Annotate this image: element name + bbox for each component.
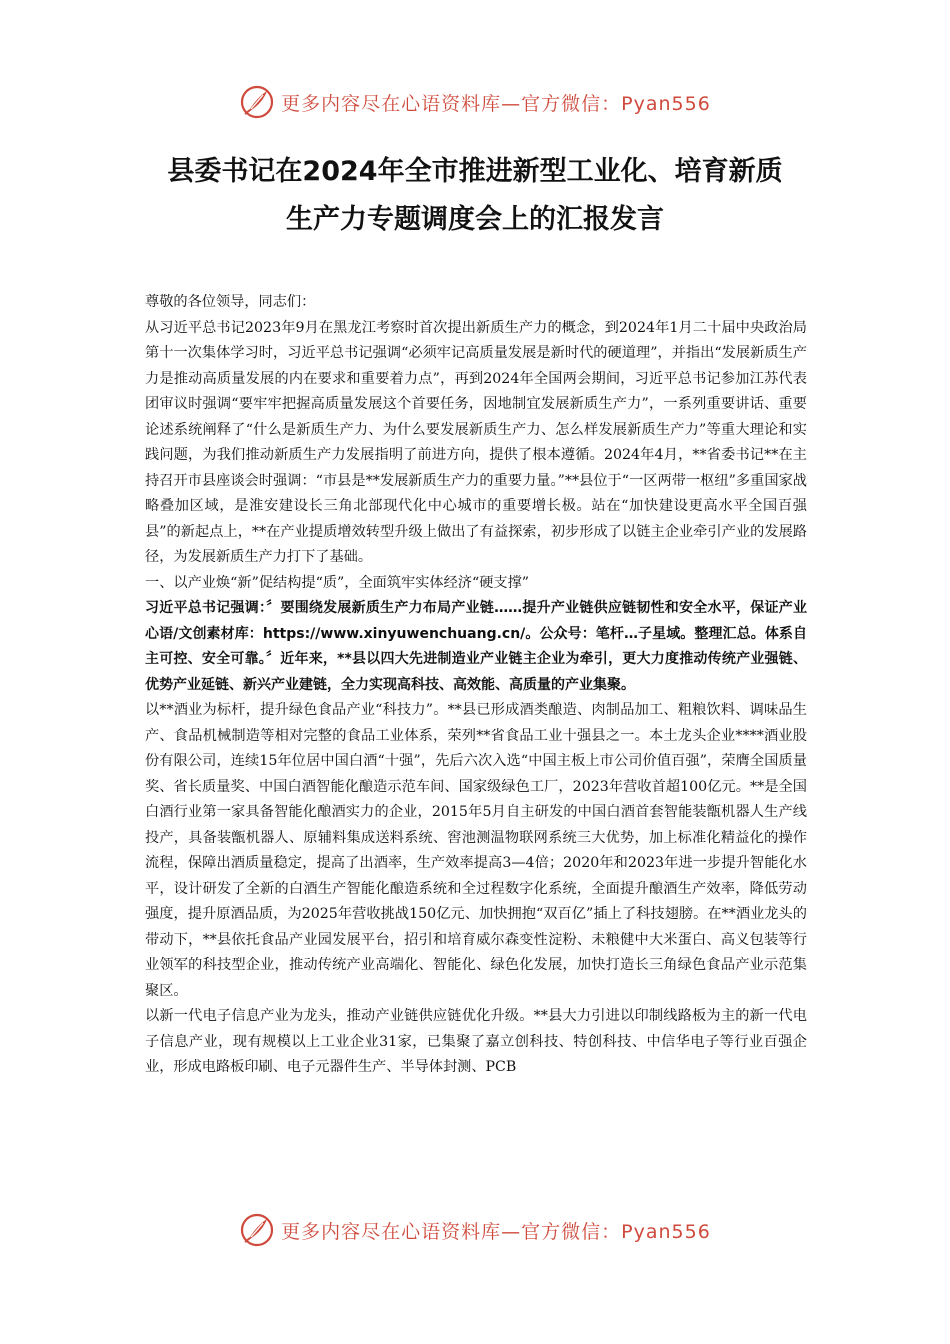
feather-pen-icon: [239, 84, 275, 120]
watermark-text: 更多内容尽在心语资料库—官方微信：Pyan556: [281, 92, 711, 115]
title-line-2: 生产力专题调度会上的汇报发言: [286, 204, 664, 235]
title-line-1: 县委书记在2024年全市推进新型工业化、培育新质: [167, 156, 783, 187]
paragraph: 从习近平总书记2023年9月在黑龙江考察时首次提出新质生产力的概念，到2024年1月二十届中央政治局第十一次集体学习时，习近平总书记强调“必须牢记高质量发展是新时代的硬道理”，并指出“发展新质生产力是推动高质量发展的内在要求和重要着力点”，再到2024年全国两会期间，习近平总书记参加江苏代表团审议时强调“要牢牢把握高质量发展这个首要任务，因地制宜发展新质生产力”，一系列重要讲话、重要论述系统阐释了“什么是新质生产力、为什么要发展新质生产力、怎么样发展新质生产力”等重大理论和实践问题，为我们推动新质生产力发展指明了前进方向，提供了根本遵循。2024年4月，**省委书记**在主持召开市县座谈会时强调：“市县是**发展新质生产力的重要力量。”**县位于“一区两带一枢纽”多重国家战略叠加区域，是淮安建设长三角北部现代化中心城市的重要增长极。站在“加快建设更高水平全国百强县”的新起点上，**在产业提质增效转型升级上做出了有益探索，初步形成了以链主企业牵引产业的发展路径，为发展新质生产力打下了基础。: [145, 319, 807, 565]
paragraph: 以新一代电子信息产业为龙头，推动产业链供应链优化升级。**县大力引进以印制线路板为主的新一代电子信息产业，现有规模以上工业企业31家，已集聚了嘉立创科技、特创科技、中信华电子等行业百强企业，形成电路板印刷、电子元器件生产、半导体封测、PCB: [145, 1008, 807, 1075]
salutation: 尊敬的各位领导，同志们：: [145, 294, 316, 310]
section-heading: 一、以产业焕“新”促结构提“质”，全面筑牢实体经济“硬支撑”: [145, 574, 530, 591]
document-title: [120, 148, 830, 244]
watermark-banner-top: [0, 82, 950, 122]
bold-paragraph: 习近平总书记强调：〞要围绕发展新质生产力布局产业链……提升产业链供应链韧性和安全水平，保证产业心语/文创素材库：https://www.xinyuwenchuang.cn/。公众号：笔杆…子星域。整理汇总。体系自主可控、安全可靠。〞近年来，**县以四大先进制造业产业链主企业为牵引，更大力度推动传统产业强链、优势产业延链、新兴产业建链，全力实现高科技、高效能、高质量的产业集聚。: [145, 600, 807, 693]
document-body: [145, 290, 807, 1081]
paragraph: 以**酒业为标杆，提升绿色食品产业“科技力”。**县已形成酒类酿造、肉制品加工、粗粮饮料、调味品生产、食品机械制造等相对完整的食品工业体系，荣列**省食品工业十强县之一。本土龙头企业****酒业股份有限公司，连续15年位居中国白酒“十强”，先后六次入选“中国主板上市公司价值百强”，荣膺全国质量奖、省长质量奖、中国白酒智能化酿造示范车间、国家级绿色工厂，2023年营收首超100亿元。**是全国白酒行业第一家具备智能化酿酒实力的企业，2015年5月自主研发的中国白酒首套智能装甑机器人生产线投产，具备装甑机器人、原辅料集成送料系统、窖池测温物联网系统三大优势，加上标准化精益化的操作流程，保障出酒质量稳定，提高了出酒率，生产效率提高3—4倍；2020年和2023年进一步提升智能化水平，设计研发了全新的白酒生产智能化酿造系统和全过程数字化系统，全面提升酿酒生产效率，降低劳动强度，提升原酒品质，为2025年营收挑战150亿元、加快拥抱“双百亿”插上了科技翅膀。在**酒业龙头的带动下，**县依托食品产业园发展平台，招引和培育威尔森变性淀粉、未粮健中大米蛋白、高义包装等行业领军的科技型企业，推动传统产业高端化、智能化、绿色化发展，加快打造长三角绿色食品产业示范集聚区。: [145, 702, 807, 999]
feather-pen-icon: [239, 1212, 275, 1248]
watermark-banner-bottom: [0, 1210, 950, 1250]
watermark-text: 更多内容尽在心语资料库—官方微信：Pyan556: [281, 1220, 711, 1243]
